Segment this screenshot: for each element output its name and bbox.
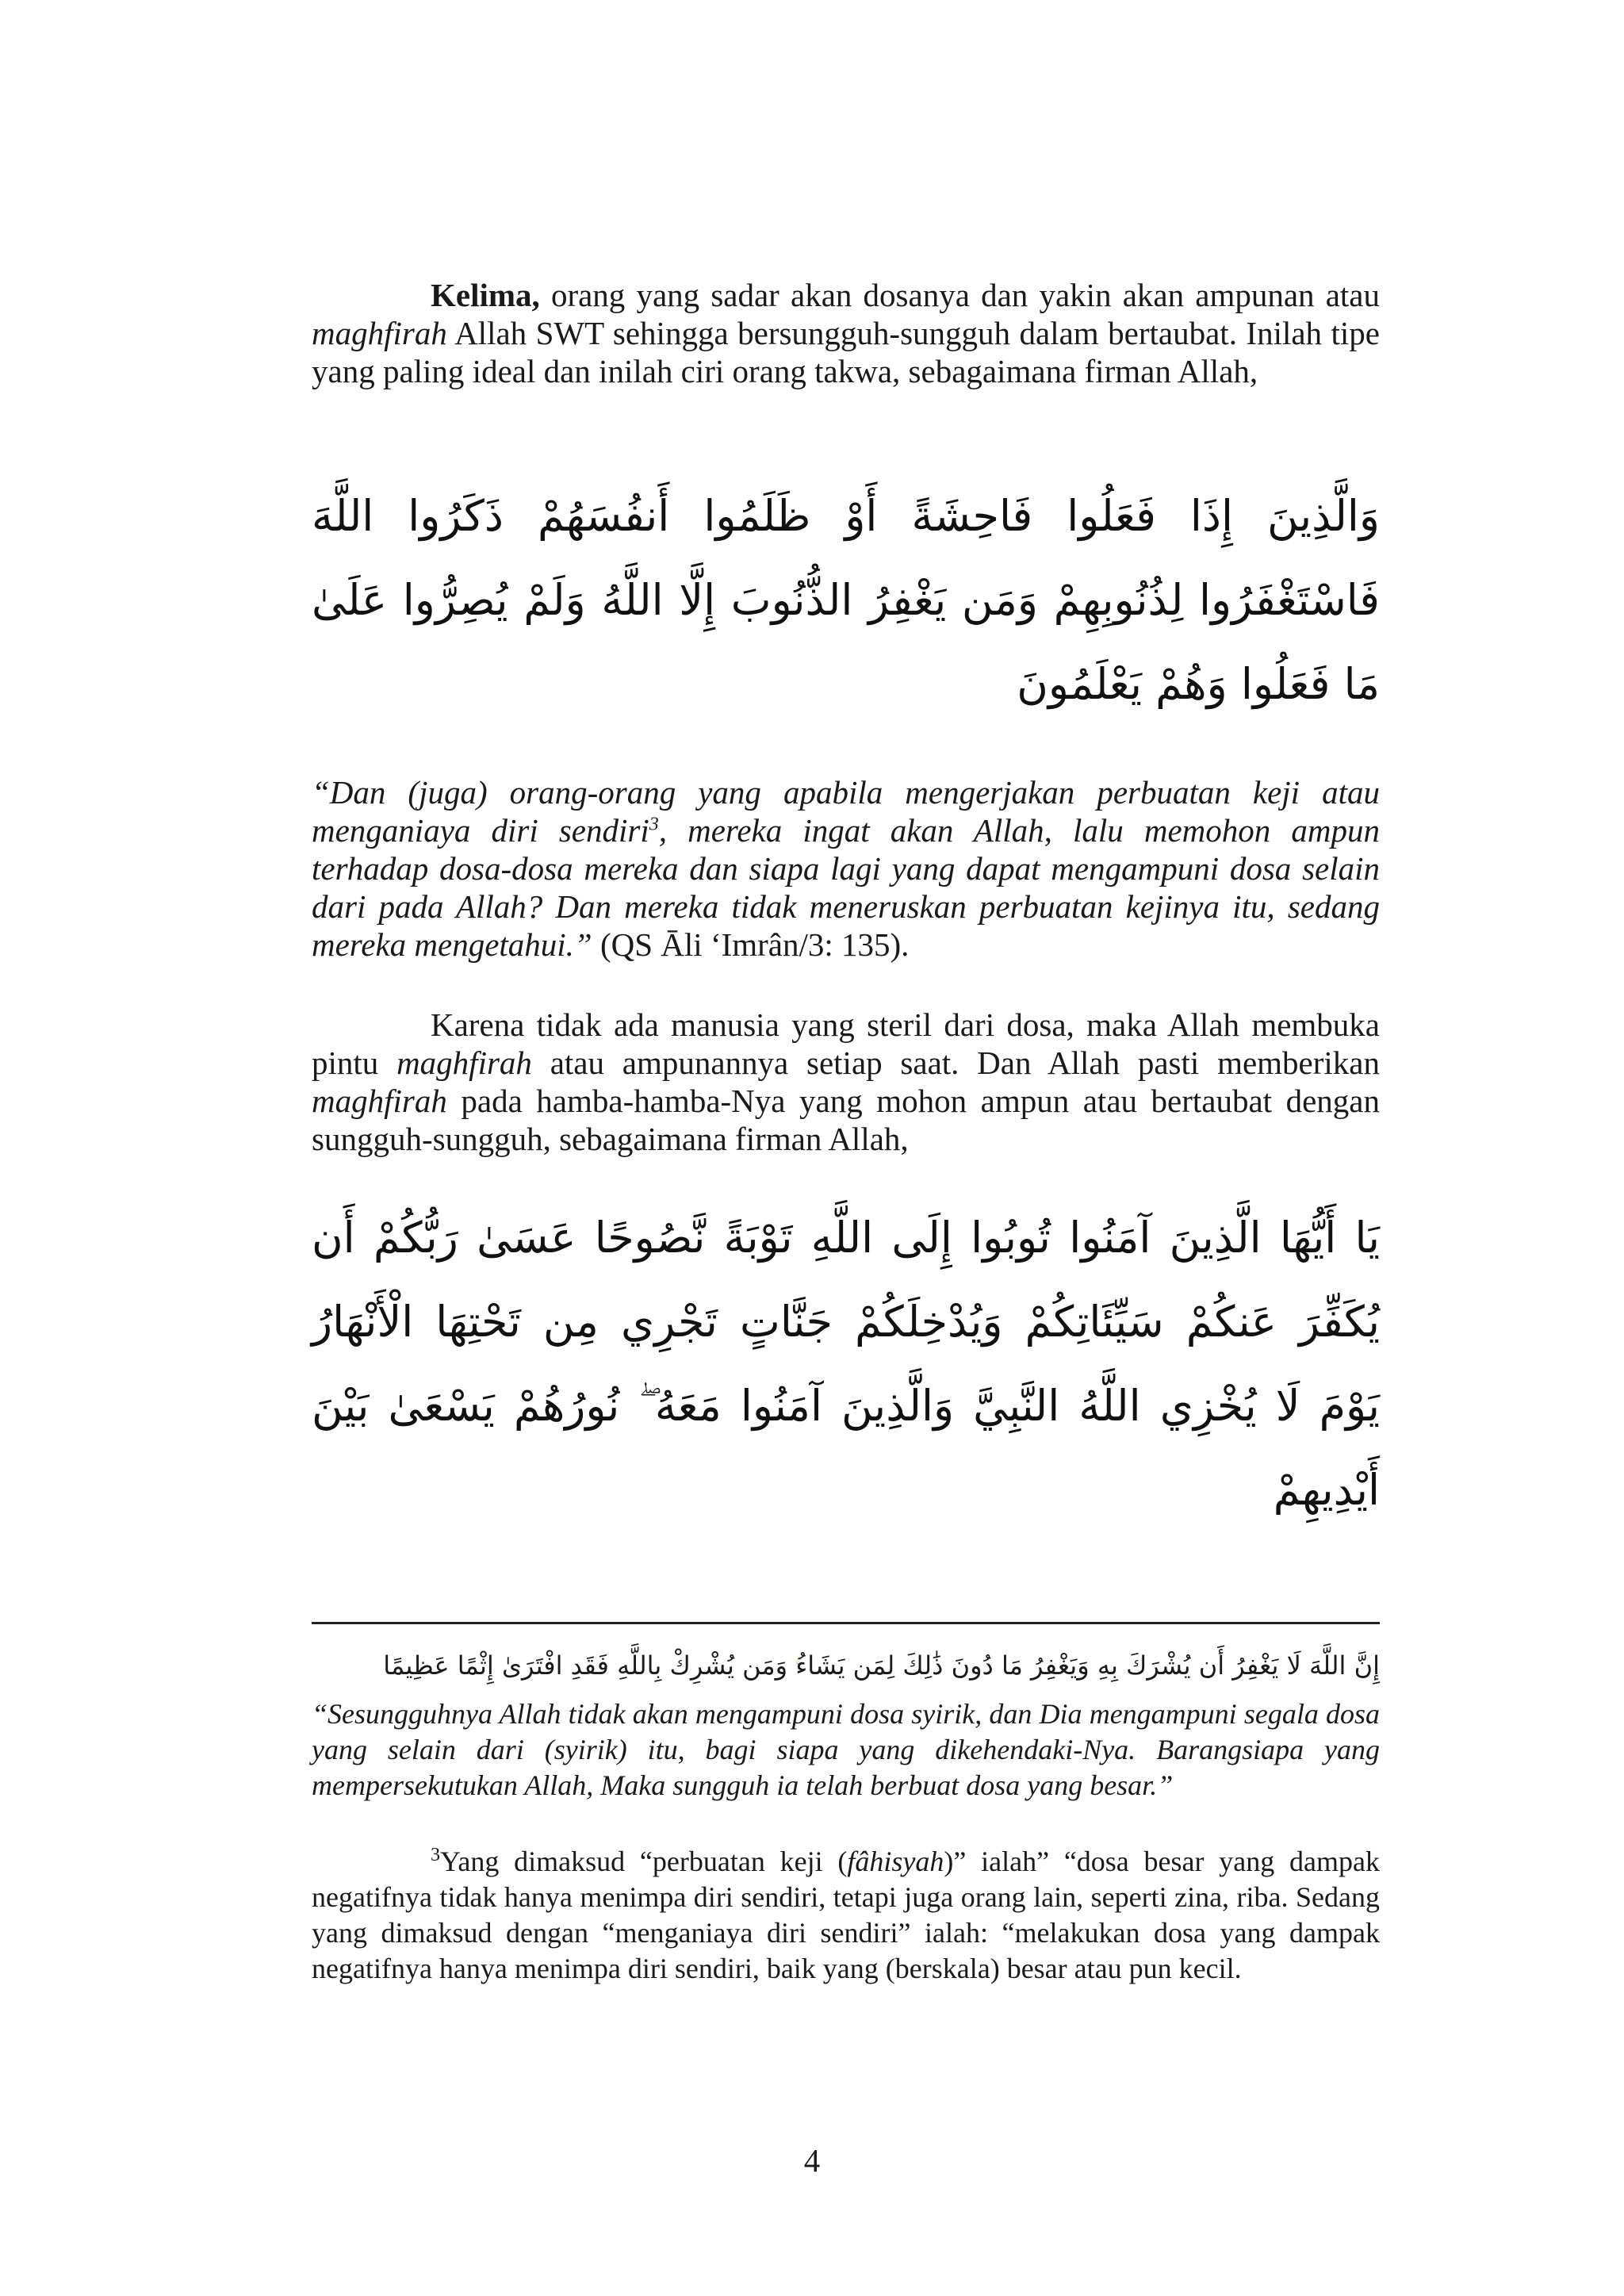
footnote-2	[312, 1643, 1380, 1803]
footnote-3-text-a: Yang dimaksud “perbuatan keji (	[440, 1846, 848, 1877]
para2-text-a: Karena tidak ada manusia yang steril dari dosa, maka Allah membuka pintu	[312, 1006, 1380, 1081]
paragraph-karena	[312, 1006, 1380, 1158]
footnote-2-arabic-a: إِنَّ اللَّهَ لَا يَغْفِرُ أَن يُشْرَكَ بِهِ وَيَغْفِرُ مَا دُونَ ذَٰلِكَ لِمَن يَشَاءُ	[795, 1650, 1380, 1681]
para1-italic-a: maghfirah	[312, 315, 447, 351]
arabic-verse-2: يَا أَيُّهَا الَّذِينَ آمَنُوا تُوبُوا إِلَى اللَّهِ تَوْبَةً نَّصُوحًا عَسَىٰ رَبُّكُمْ أَن يُكَفِّرَ عَنكُمْ سَيِّئَاتِكُمْ وَيُدْخِلَكُمْ جَنَّاتٍ تَجْرِي مِن تَحْتِهَا الْأَنْهَارُ يَوْمَ لَا يُخْزِي اللَّهُ النَّبِيَّ وَالَّذِينَ آمَنُوا مَعَهُ ۖ نُورُهُمْ يَسْعَىٰ بَيْنَ أَيْدِيهِمْ	[312, 1213, 1380, 1515]
lead-word: Kelima,	[431, 277, 540, 313]
paragraph-kelima	[312, 276, 1380, 390]
footnote-ref-3: 3	[649, 814, 659, 835]
verse-translation-1	[312, 773, 1380, 964]
para1-text-a: orang yang sadar akan dosanya dan yakin akan ampunan atau	[539, 277, 1380, 313]
verse-reference: (QS Āli ‘Imrân/3: 135).	[592, 926, 910, 963]
footnote-2-arabic-b: وَمَن يُشْرِكْ بِاللَّهِ فَقَدِ افْتَرَىٰ إِثْمًا عَظِيمًا	[383, 1650, 796, 1681]
para2-text-c: pada hamba-hamba-Nya yang mohon ampun atau bertaubat dengan sungguh-sungguh, sebagaimana firman Allah,	[312, 1083, 1380, 1157]
footnote-3	[312, 1844, 1380, 1987]
footnote-2-translation: “Sesungguhnya Allah tidak akan mengampuni dosa syirik, dan Dia mengampuni segala dosa yang selain dari (syirik) itu, bagi siapa yang dikehendaki-Nya. Barangsiapa yang mempersekutukan Allah, Maka sungguh ia telah berbuat dosa yang besar.”	[312, 1698, 1380, 1801]
arabic-verse-1: وَالَّذِينَ إِذَا فَعَلُوا فَاحِشَةً أَوْ ظَلَمُوا أَنفُسَهُمْ ذَكَرُوا اللَّهَ فَاسْتَغْفَرُوا لِذُنُوبِهِمْ وَمَن يَغْفِرُ الذُّنُوبَ إِلَّا اللَّهُ وَلَمْ يُصِرُّوا عَلَىٰ مَا فَعَلُوا وَهُمْ يَعْلَمُونَ	[312, 491, 1380, 709]
translation1-italic-b: , mereka ingat akan Allah, lalu memohon ampun terhadap dosa-dosa mereka dan siapa lagi yang dapat mengampuni dosa selain dari pada Allah? Dan mereka tidak meneruskan perbuatan kejinya itu, sedang mereka mengetahui.”	[312, 812, 1381, 963]
para1-text-b: Allah SWT sehingga bersungguh-sungguh dalam bertaubat. Inilah tipe yang paling ideal dan inilah ciri orang takwa, sebagaimana firman Allah,	[312, 315, 1380, 389]
translation1-italic-a: “Dan (juga) orang-orang yang apabila mengerjakan perbuatan keji atau menganiaya diri sendiri	[312, 774, 1380, 849]
para2-italic-b: maghfirah	[312, 1083, 447, 1119]
para2-italic-a: maghfirah	[396, 1045, 532, 1081]
footnote-3-text-b: )” ialah” “dosa besar yang dampak negatifnya tidak hanya menimpa diri sendiri, tetapi juga orang lain, seperti zina, riba. Sedang yang dimaksud dengan “menganiaya diri sendiri” ialah: “melakukan dosa yang dampak negatifnya hanya menimpa diri sendiri, baik yang (berskala) besar atau pun kecil.	[312, 1846, 1381, 1984]
para2-text-b: atau ampunannya setiap saat. Dan Allah pasti memberikan	[531, 1045, 1380, 1081]
footnote-3-italic: fâhisyah	[847, 1846, 944, 1877]
footnote-separator	[312, 1622, 1380, 1624]
page-number: 4	[803, 2142, 821, 2179]
footnote-3-number: 3	[431, 1845, 440, 1865]
footnote-2-arabic	[312, 1643, 1380, 1692]
